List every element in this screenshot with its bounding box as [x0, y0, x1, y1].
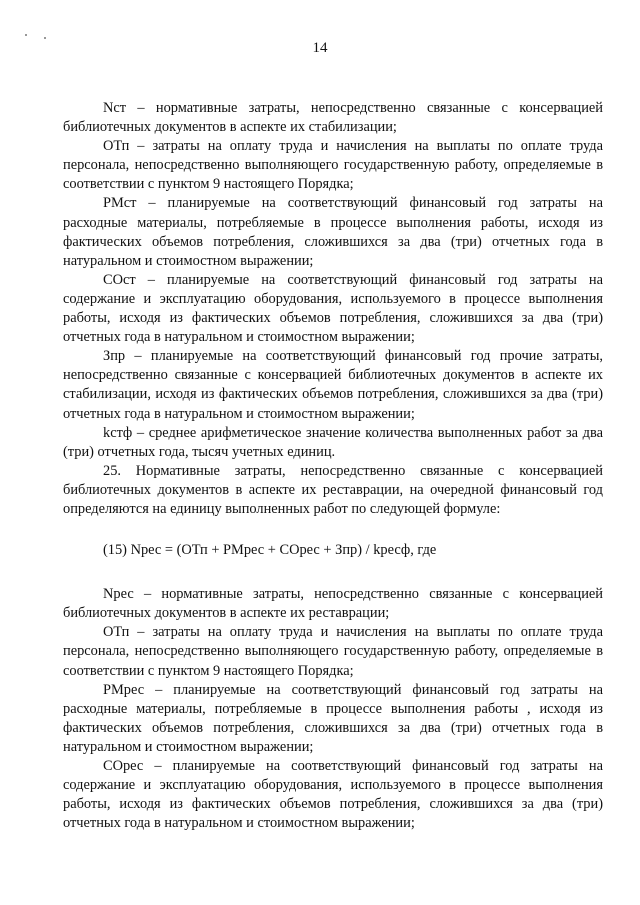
paragraph-kstf-definition: kстф – среднее арифметическое значение количества выполненных работ за два (три) отчетных года, тысяч учетных единиц.	[63, 424, 603, 460]
paragraph-otp-definition-2: ОТп – затраты на оплату труда и начисления на выплаты по оплате труда персонала, непосредственно выполняющего государственную работу, определяемые в соответствии с пунктом 9 настоящего Порядка;	[63, 624, 603, 679]
paragraph-item-25: 25. Нормативные затраты, непосредственно связанные с консервацией библиотечных документов в аспекте их реставрации, на очередной финансовый год определяются на единицу выполненных работ по следующей формуле:	[63, 462, 603, 517]
paragraph-zpr-definition: Зпр – планируемые на соответствующий финансовый год прочие затраты, непосредственно связанные с консервацией библиотечных документов в аспекте их стабилизации, исходя из фактических объемов потребления, сложившихся за два (три) отчетных года в натуральном и стоимостном выражении;	[63, 348, 603, 422]
paragraph-sores-definition: СОрес – планируемые на соответствующий финансовый год затраты на содержание и эксплуатацию оборудования, используемого в процессе выполнения работы, исходя из фактических объемов потребления, сложившихся за два (три) отчетных года в натуральном и стоимостном выражении;	[63, 758, 603, 832]
scan-speck	[44, 37, 46, 39]
paragraph-sost-definition: СОст – планируемые на соответствующий финансовый год затраты на содержание и эксплуатацию оборудования, используемого в процессе выполнения работы, исходя из фактических объемов потребления, сложившихся за два (три) отчетных года в натуральном и стоимостном выражении;	[63, 271, 603, 346]
scan-speck	[25, 34, 27, 36]
page-number: 14	[312, 40, 328, 56]
paragraph-nres-definition: Nрес – нормативные затраты, непосредственно связанные с консервацией библиотечных документов в аспекте их реставрации;	[63, 586, 603, 622]
paragraph-nst-definition: Nст – нормативные затраты, непосредственно связанные с консервацией библиотечных документов в аспекте их стабилизации;	[63, 100, 603, 136]
paragraph-otp-definition: ОТп – затраты на оплату труда и начисления на выплаты по оплате труда персонала, непосредственно выполняющего государственную работу, определяемые в соответствии с пунктом 9 настоящего Порядка;	[63, 138, 603, 193]
document-body	[63, 99, 603, 833]
paragraph-rmst-definition: РМст – планируемые на соответствующий финансовый год затраты на расходные материалы, потребляемые в процессе выполнения работы, исходя из фактических объемов потребления, сложившихся за два (три) отчетных года в натуральном и стоимостном выражении;	[63, 195, 603, 269]
paragraph-rmres-definition: РМрес – планируемые на соответствующий финансовый год затраты на расходные материалы, потребляемые в процессе выполнения работы , исходя из фактических объемов потребления, сложившихся за два (три) отчетных года в натуральном и стоимостном выражении;	[63, 681, 603, 755]
formula-15: (15) Nрес = (ОТп + РМрес + СОрес + Зпр) / kресф, где	[103, 542, 437, 559]
